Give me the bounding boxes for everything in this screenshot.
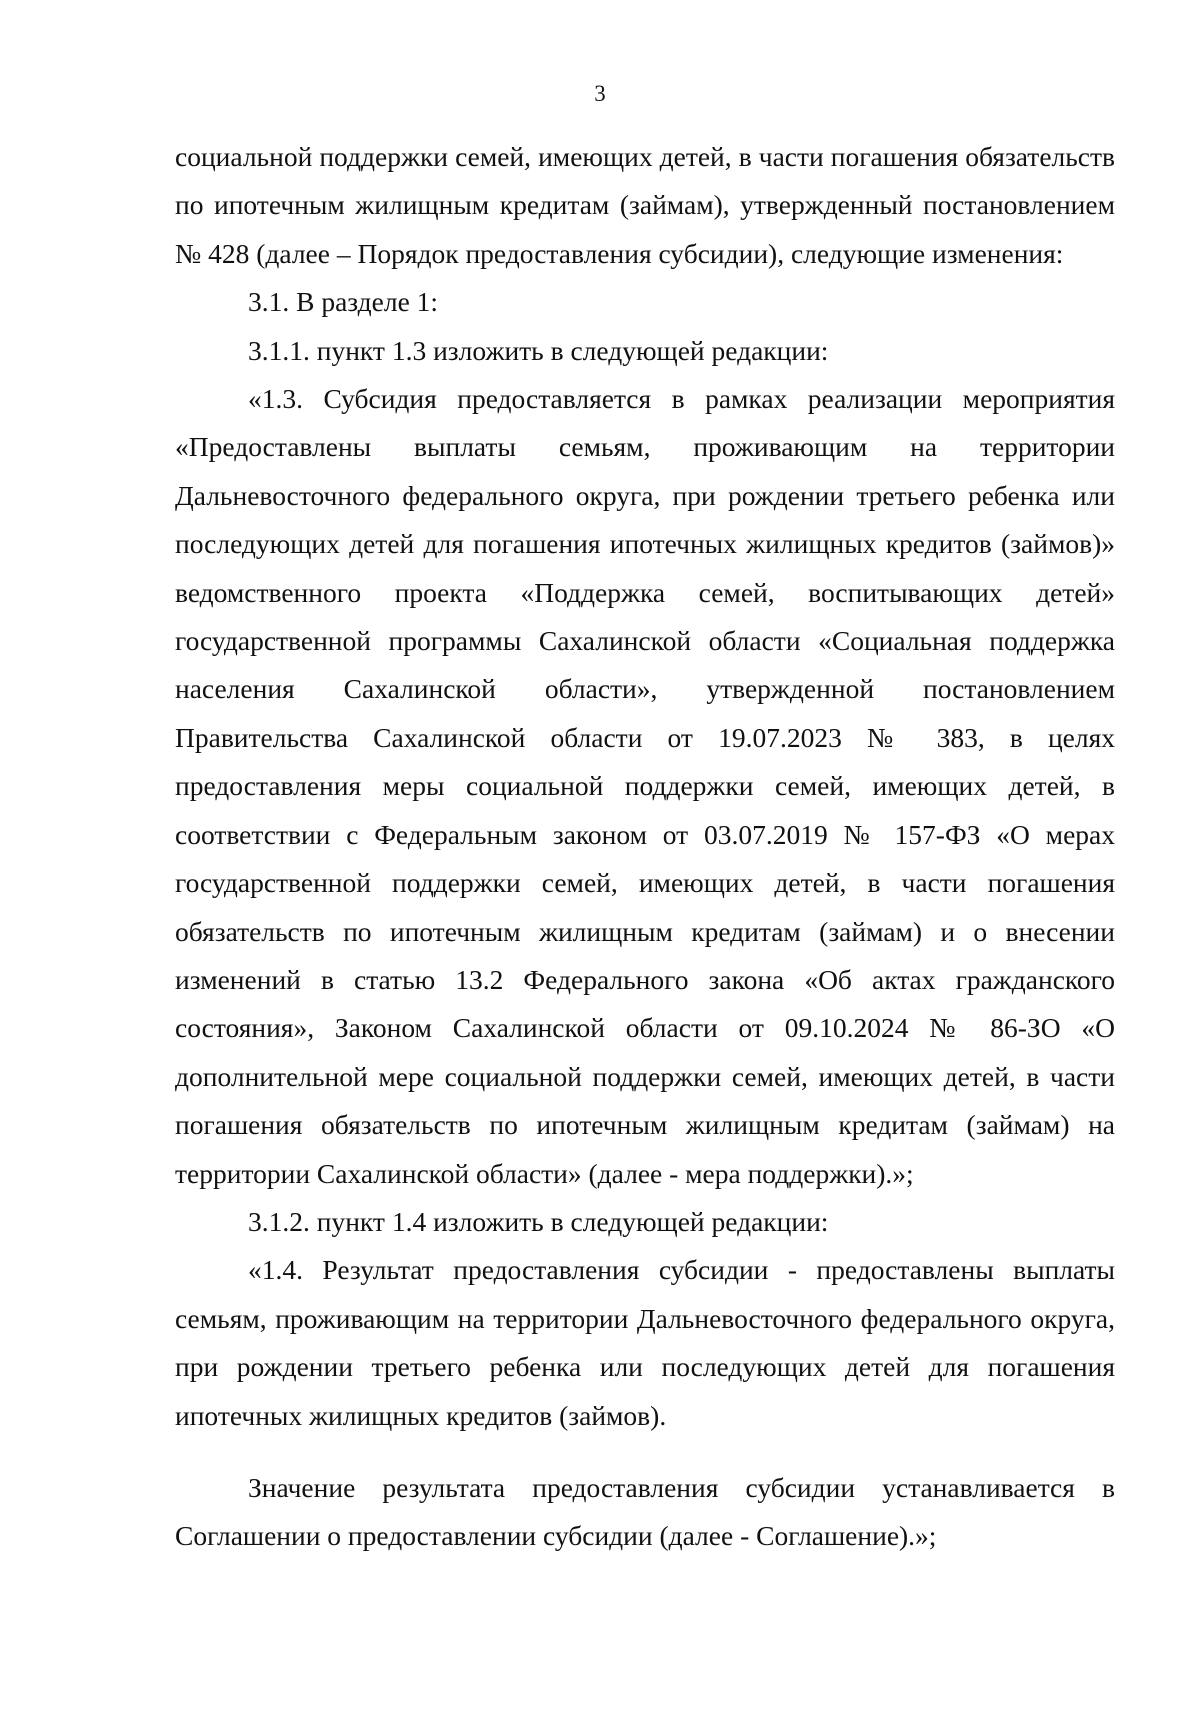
paragraph-intro-continuation: социальной поддержки семей, имеющих детей, в части погашения обязательств по ипотечным жилищным кредитам (займам), утвержденный постановлением № 428 (далее – Порядок предоставления субсидии), следующие изменения: xyxy=(175,141,1115,269)
paragraph-section-3-1-2: 3.1.2. пункт 1.4 изложить в следующей редакции: xyxy=(248,1205,829,1237)
paragraph-gap xyxy=(175,1440,1115,1464)
paragraph-section-3-1-1: 3.1.1. пункт 1.3 изложить в следующей редакции: xyxy=(248,334,829,366)
page-number: 3 xyxy=(594,81,606,106)
paragraph-clause-1-4: «1.4. Результат предоставления субсидии - предоставлены выплаты семьям, проживающим на территории Дальневосточного федерального округа, при рождении третьего ребенка или последующих детей для погашения ипотечных жилищных кредитов (займов). xyxy=(175,1254,1115,1431)
paragraph-section-3-1: 3.1. В разделе 1: xyxy=(248,286,439,318)
paragraph-clause-1-3: «1.3. Субсидия предоставляется в рамках реализации мероприятия «Предоставлены выплаты семьям, проживающим на территории Дальневосточного федерального округа, при рождении третьего ребенка или последующих детей для погашения ипотечных жилищных кредитов (займов)» ведомственного проекта «Поддержка семей, воспитывающих детей» государственной программы Сахалинской области «Социальная поддержка населения Сахалинской области», утвержденной постановлением Правительства Сахалинской области от 19.07.2023 № 383, в целях предоставления меры социальной поддержки семей, имеющих детей, в соответствии с Федеральным законом от 03.07.2019 № 157-ФЗ «О мерах государственной поддержки семей, имеющих детей, в части погашения обязательств по ипотечным жилищным кредитам (займам) и о внесении изменений в статью 13.2 Федерального закона «Об актах гражданского состояния», Законом Сахалинской области от 09.10.2024 № 86-ЗО «О дополнительной мере социальной поддержки семей, имеющих детей, в части погашения обязательств по ипотечным жилищным кредитам (займам) на территории Сахалинской области» (далее - мера поддержки).»; xyxy=(175,383,1115,1189)
document-body xyxy=(175,133,1115,1561)
paragraph-result-value: Значение результата предоставления субсидии устанавливается в Соглашении о предоставлении субсидии (далее - Соглашение).»; xyxy=(175,1471,1115,1552)
